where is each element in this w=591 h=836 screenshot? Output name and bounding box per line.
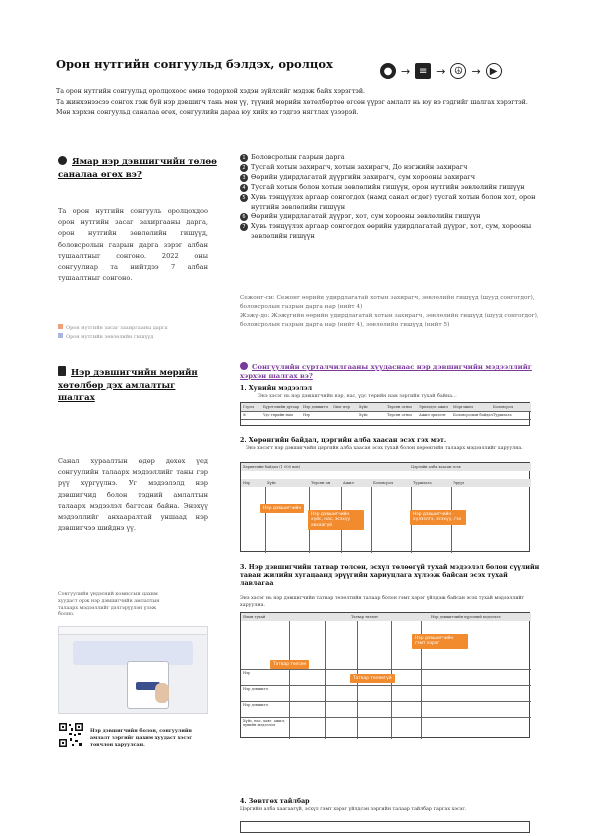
- list-item-text: Тусгай хотын болон хотын зөвлөлийн гишүүн, орон нутгийн зөвлөлийн гишүүн: [251, 182, 525, 191]
- form-heading-text: Сонгуулийн сурталчилгааны хуудаснаас нэр дэвшигчийн мэдээллийг хэрхэн шалгах вэ?: [240, 363, 532, 380]
- list-item-text: Хувь тэнцүүлэх аргаар сонгогдох өөрийн удирдлагатай дүүрэг, хот, сум, хорооны зөвлөлийн гишүүн: [251, 222, 532, 241]
- number-badge: 2: [240, 164, 248, 172]
- table-label: Цэргийн алба хаасан эсэх: [411, 464, 461, 469]
- number-badge: 3: [240, 174, 248, 182]
- table-cell: Нэр: [243, 671, 251, 675]
- form-heading: [240, 362, 540, 380]
- row-line: [241, 669, 531, 670]
- legend-label: Орон нутгийн засаг захиргааны дарга: [66, 325, 168, 331]
- callout-label: Нэр дэвшигчийн гэмт хэрэг: [412, 634, 468, 649]
- row-line: [241, 685, 531, 686]
- callout-label: Нэр дэвшигчийн хүйс, нас, эсэхүү авхаагүй: [308, 510, 364, 530]
- positions-note: Сежонг-си: Сежонг өөрийн удирдлагатай хотын захирагч, зөвлөлийн гишүүд (шууд сонгогдог), боловсролын газрын дарга нар (нийт 4) Жэжү-до: Жэжүгийн өөрийн удирдлагатай хотын захирагч, зөвлөлийн гишүүд (шууд сонгогдог), боловсролын газрын дарга нар (нийт 4), зөвлөлийн гишүүд (нийт 5): [240, 295, 539, 328]
- list-item: [240, 173, 540, 183]
- explanation-box: [240, 821, 530, 833]
- table-header-cell: Боловсрол: [493, 404, 514, 409]
- table-header-cell: Мэргэжил: [453, 404, 473, 409]
- peace-icon: ☮: [450, 63, 466, 79]
- list-item: [240, 183, 540, 193]
- document-icon: ≡: [415, 63, 431, 79]
- page-title: Орон нутгийн сонгуульд бэлдэх, оролцох: [56, 57, 333, 71]
- table-cell: Ажил эрхлэлт: [419, 412, 446, 417]
- user-icon: ●: [380, 63, 396, 79]
- part2-title: 2. Хөрөнгийн байдал, цэргийн алба хаасан эсэх гэх мэт.: [240, 437, 447, 444]
- intro-line: Мөн хэрхэн сонгуульд саналаа өгөх, сонгуулийн дараа юу хийх вэ гэдгээ нягтлах үзээрэй.: [56, 109, 359, 117]
- number-badge: 1: [240, 154, 248, 162]
- col-line: [371, 479, 372, 553]
- table-cell: Нэр дэвшигч: [243, 687, 268, 691]
- list-item: [240, 193, 540, 213]
- table-cell: Хүйс: [359, 412, 368, 417]
- intro-text: [56, 87, 536, 119]
- election-steps: [380, 63, 502, 79]
- table-header-cell: Туршлага: [413, 480, 432, 485]
- part4-desc: Цэргийн алба хаагаагүй, эсхүл гэмт хэрэг үйлдсэн зэргийн талаар тайлбар гаргах хэсэг.: [240, 807, 467, 812]
- intro-line: Та орон нутгийн сонгуульд оролцохоос өмнө тодорхой хэдэн зүйлсийг мэдэж байх хэрэгтэй.: [56, 88, 366, 95]
- legend: [58, 324, 168, 342]
- list-item: [240, 212, 540, 222]
- table-header-cell: Нэр дэвшигчийн хүрээний мэдээлэл: [431, 614, 501, 619]
- part1-table: [240, 402, 530, 426]
- user-icon: [240, 362, 248, 370]
- play-icon: ▶: [486, 63, 502, 79]
- table-header-cell: Гэрэл: [243, 404, 254, 409]
- intro-line: Та жинхэнээсээ сонгох гэж буй нэр дэвшигч тань мөн үү, түүний мөрийн хөтөлбөртөө өгсөн үүрэг амлалт нь юу вэ гэдгийг шалгах хэрэгтэй.: [56, 98, 528, 106]
- table-cell: Төрсөн огноо: [387, 412, 413, 417]
- table-cell: Боловсролын байдал: [453, 412, 493, 417]
- part3-title: 3. Нэр дэвшигчийн татвар төлсөн, эсхүл төлөөгүй тухай мэдээлэл болон сүүлийн таван жилийн хугацаанд эрүүгийн хариуцлага хүлээж байсан эсэх тухай лавлагаа: [240, 564, 540, 587]
- document-icon: [58, 366, 66, 376]
- callout-label: Татвар төлсөн: [270, 660, 309, 669]
- section2-heading: [58, 366, 208, 405]
- section2-caption: Сонгуулийн үндэсний комиссын цахим хуудаст орж нэр дэвшигчийн амлалтын талаарх мэдээллийг дэлгэрүүлэн үзэж болно.: [58, 592, 160, 618]
- legend-swatch: [58, 333, 63, 338]
- arrow-right-icon: →: [401, 64, 411, 78]
- list-item: [240, 163, 540, 173]
- table-header-cell: Хүйс: [359, 404, 368, 409]
- table-header-cell: Эрүүл: [453, 480, 465, 485]
- section1-body: Та орон нутгийн сонгууль оролцохдоо орон нутгийн засаг захиргааны дарга, орон нутгийн зөвлөлийн гишүүд, боловсролын газрын дарга зэрэг албан тушаалтныг сонгоно. 2022 оны сонгуулиар та нийтдээ 7 албан тушаалтныг сонгоно.: [58, 207, 208, 283]
- section1-heading: [58, 156, 218, 181]
- legend-item: [58, 333, 168, 342]
- legend-item: [58, 324, 168, 333]
- callout-label: Татвар төлөөгүй: [350, 674, 395, 683]
- positions-list: [240, 153, 540, 242]
- table-header-cell: Хүйс: [267, 480, 276, 485]
- table-header-cell: Бүртгэлийн дугаар: [263, 404, 300, 409]
- table-cell: Хүйс, нас, хаяг, ажил, хувийн мэдээлэл: [243, 719, 285, 728]
- part4-title: 4. Зөвтгөх тайлбар: [240, 798, 310, 805]
- col-line: [325, 621, 326, 739]
- list-item-text: Өөрийн удирдлагатай дүүрэг, хот, сум хорооны зөвлөлийн гишүүн: [251, 212, 481, 221]
- table-header-cell: Нэр дэвшигч: [303, 404, 328, 409]
- table-header-cell: Ажил: [343, 480, 354, 485]
- browser-bar: [59, 627, 207, 635]
- section2-body: Санал хураалтын өдөр дөхөх үед сонгуулийн талаарх мэдээллийг таны гэр рүү хүргүүлнэ. Уг мэдээлэлд нэр дэвшигчид болон тэдний амлалтын талаарх мэдээлэл багтсан байна. Энэхүү мэдээллийг анхааралтай уншаад нэр дэвшигчээ шийднэ үү.: [58, 457, 208, 533]
- list-item-text: Өөрийн удирдлагатай дүүргийн захирагч, сум хорооны захирагч: [251, 172, 476, 181]
- part1-sub: Энэ хэсэг нь нэр дэвшигчийн нэр, нас, үдс төрийн нам зэргийн тухай байна…: [258, 394, 457, 399]
- list-item: [240, 222, 540, 242]
- table-header-cell: Боловсрол: [373, 480, 394, 485]
- table-cell: Нэр дэвшигч: [243, 703, 268, 707]
- number-badge: 6: [240, 213, 248, 221]
- table-cell: Нэр: [303, 412, 311, 417]
- user-icon: [58, 156, 67, 165]
- table-cell: Үдс төрийн нам: [263, 412, 293, 417]
- list-item-text: Хувь тэнцүүлэх аргаар сонгогдох (намд санал өгдөг) тусгай хотын болон хот, орон нутгийн зөвлөлийн гишүүн: [251, 192, 536, 211]
- section2-heading-text: Нэр дэвшигчийн мөрийн хөтөлбөр дэх амлалтыг шалгах: [58, 368, 198, 403]
- table-header-cell: Ялын тухай: [243, 614, 266, 619]
- arrow-right-icon: →: [471, 64, 481, 78]
- list-item: [240, 153, 540, 163]
- hand-image: [155, 683, 169, 703]
- table-header-cell: Овог нэр: [333, 404, 350, 409]
- website-screenshot: [58, 626, 208, 714]
- legend-label: Орон нутгийн зөвлөлийн гишүүд: [66, 334, 154, 340]
- callout-label: Нэр дэвшигчийн хүлээлгэ, эсэхүү, гэх: [410, 510, 466, 525]
- table-header-cell: Төрсөн он: [311, 480, 331, 485]
- list-item-text: Тусгай хотын захирагч, хотын захирагч, До нэгжийн захирагч: [251, 162, 468, 171]
- table-header-cell: Нэр: [243, 480, 251, 485]
- number-badge: 5: [240, 194, 248, 202]
- arrow-right-icon: →: [436, 64, 446, 78]
- table-label: Хөрөнгийн байдал (1 000 вон): [243, 464, 301, 469]
- row-line: [241, 701, 531, 702]
- col-line: [289, 621, 290, 739]
- table-header-cell: Татвар төлөлт: [351, 614, 379, 619]
- qr-code-icon[interactable]: [58, 722, 84, 748]
- callout-label: Нэр дэвшигчийн: [260, 504, 304, 513]
- part3-desc: Энэ хэсэг нь нэр дэвшигчийн татвар төлөлтийн талаар болон гэмт хэрэг үйлдэж байсан эсэх тухай мэдээллийг харуулна.: [240, 596, 525, 608]
- row-line: [241, 419, 531, 420]
- table-header-cell: Эрхэлдэг ажил: [419, 404, 448, 409]
- legend-swatch: [58, 324, 63, 329]
- section1-heading-text: Ямар нэр дэвшигчийн төлөө саналаа өгөх вэ?: [58, 157, 217, 180]
- part2-desc: Энэ хэсэгт нэр дэвшигчийн цэргийн алба хаасан эсэх тухай болон хөрөнгийн талаарх мэдээллийг харуулна.: [246, 446, 523, 451]
- table-header-cell: Төрсөн огноо: [387, 404, 413, 409]
- row-line: [241, 717, 531, 718]
- table-cell: Туршлага: [493, 412, 512, 417]
- number-badge: 4: [240, 184, 248, 192]
- number-badge: 7: [240, 223, 248, 231]
- qr-caption: Нэр дэвшигчийн болон, сонгуулийн амлалт зэргийг цахим хуудаст хэсэг товчлон харуулсан.: [90, 728, 193, 748]
- col-line: [265, 479, 266, 553]
- table-cell: №: [243, 412, 247, 417]
- list-item-text: Боловсролын газрын дарга: [251, 153, 345, 161]
- part1-title: 1. Хувийн мэдээлэл: [240, 385, 313, 392]
